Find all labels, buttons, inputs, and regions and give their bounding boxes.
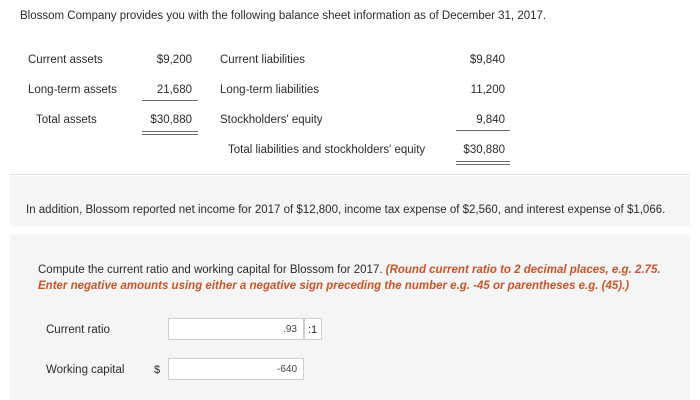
question-hint-1: (Round current ratio to 2 decimal places, e.g. 2.75. [385, 264, 661, 276]
stockholders-equity-label: Stockholders' equity [220, 114, 323, 126]
current-liabilities-value: $9,840 [469, 54, 505, 66]
additional-info-panel [10, 176, 690, 226]
question-hint-2: Enter negative amounts using either a negative sign preceding the number e.g. -45 or parentheses e.g. (45).) [38, 280, 630, 292]
total-liabilities-equity-value: $30,880 [463, 144, 505, 156]
working-capital-input[interactable] [168, 358, 304, 380]
current-ratio-value: .93 [283, 323, 297, 335]
ratio-suffix: :1 [308, 324, 318, 336]
total-double-underline [456, 161, 510, 165]
question-text [38, 262, 661, 294]
long-term-assets-label: Long-term assets [28, 84, 117, 96]
current-assets-value: $9,200 [156, 54, 192, 66]
working-capital-label: Working capital [46, 364, 125, 376]
total-double-underline [142, 131, 198, 135]
dollar-sign: $ [154, 364, 161, 376]
total-assets-label: Total assets [36, 114, 97, 126]
stockholders-equity-value: 9,840 [476, 114, 505, 126]
additional-info-text: In addition, Blossom reported net income for 2017 of $12,800, income tax expense of $2,560, and interest expense of $1,066. [26, 204, 666, 216]
current-liabilities-label: Current liabilities [220, 54, 306, 66]
working-capital-value: -640 [276, 363, 297, 375]
total-liabilities-equity-label: Total liabilities and stockholders' equity [228, 144, 426, 156]
current-ratio-input[interactable] [168, 318, 304, 340]
long-term-liabilities-label: Long-term liabilities [220, 84, 320, 96]
current-assets-label: Current assets [28, 54, 103, 66]
question-panel [10, 234, 690, 400]
total-assets-value: $30,880 [150, 114, 192, 126]
current-ratio-label: Current ratio [46, 324, 110, 336]
subtotal-underline [456, 130, 510, 131]
balance-sheet-table [10, 34, 690, 175]
subtotal-underline [142, 100, 198, 101]
long-term-liabilities-value: 11,200 [470, 84, 505, 96]
long-term-assets-value: 21,680 [156, 84, 192, 96]
problem-intro: Blossom Company provides you with the following balance sheet information as of December 31, 2017. [20, 10, 547, 22]
question-prompt: Compute the current ratio and working capital for Blossom for 2017. [38, 264, 386, 276]
